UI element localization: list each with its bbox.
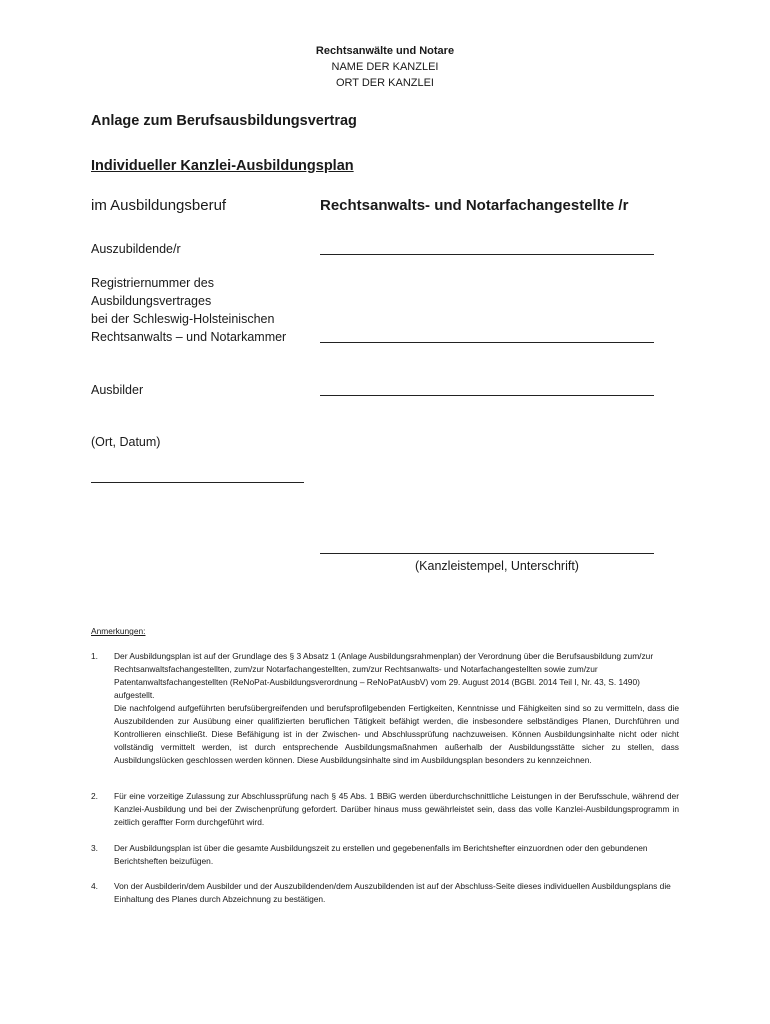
firm-type: Rechtsanwälte und Notare — [315, 45, 455, 57]
firm-name: NAME DER KANZLEI — [331, 61, 439, 73]
ort-datum-label: (Ort, Datum) — [91, 435, 161, 449]
registrier-label-4: Rechtsanwalts – und Notarkammer — [91, 330, 287, 344]
ausbilder-label: Ausbilder — [91, 383, 144, 397]
firm-location: ORT DER KANZLEI — [335, 77, 434, 89]
ausbilder-signature-line[interactable] — [320, 395, 654, 396]
registrier-label-1: Registriernummer des — [91, 276, 214, 290]
note-paragraph: Für eine vorzeitige Zulassung zur Abschlussprüfung nach § 45 Abs. 1 BBiG werden überdurchschnittliche Leistungen in der Berufsschule, während der Kanzlei-Ausbildung und bei der Zwischenprüfung gefordert. Darüber hinaus muss gewährleistet sein, dass das volle Kanzlei-Ausbildungsprogramm in zeitlich geraffter Form durchgeführt wird. — [114, 791, 679, 827]
auszubildende-signature-line[interactable] — [320, 254, 654, 255]
document-title: Anlage zum Berufsausbildungsvertrag — [91, 113, 357, 129]
note-item-4 — [91, 880, 679, 906]
note-paragraph: Von der Ausbilderin/dem Ausbilder und der Auszubildenden/dem Auszubildenden ist auf der Abschluss-Seite dieses individuellen Ausbildungsplans die Einhaltung des Planes durch Abzeichnung zu bestätigen. — [114, 881, 671, 904]
ort-datum-line[interactable] — [91, 482, 304, 483]
note-number: 4. — [91, 881, 98, 891]
note-paragraph: Der Ausbildungsplan ist über die gesamte Ausbildungszeit zu erstellen und gegebenenfalls im Berichtshefter einzuordnen oder den gebundenen Berichtsheften beizufügen. — [114, 843, 648, 866]
note-paragraph: Der Ausbildungsplan ist auf der Grundlage des § 3 Absatz 1 (Anlage Ausbildungsrahmenplan) der Verordnung über die Berufsausbildung zum/zur Rechtsanwaltsfachangestellten, zum/zur Notarfachangestellten, zum/zur Rechtsanwalts- und Notarfachangestellten sowie zum/zur Patentanwaltsfachangestellten (ReNoPat-Ausbildungsverordnung – ReNoPatAusbV) vom 29. August 2014 (BGBl. 2014 Teil I, Nr. 43, S. 1490) aufgestellt. — [114, 651, 654, 700]
note-item-3 — [91, 842, 679, 868]
registrier-label-3: bei der Schleswig-Holsteinischen — [91, 312, 275, 326]
note-paragraph: Die nachfolgend aufgeführten berufsübergreifenden und berufsprofilgebenden Fertigkeiten, Kenntnisse und Fähigkeiten sind so zu vermitteln, dass die Auszubildenden zur Ausübung einer qualifizierten beruflichen Tätigkeit befähigt werden, die insbesondere selbständiges Planen, Durchführen und Kontrollieren einschließt. Diese Befähigung ist in der Zwischen- und Abschlussprüfung nachzuweisen. Können Ausbildungsinhalte nicht oder nicht vollständig vermittelt werden, ist durch entsprechende Ausbildungsmaßnahmen außerhalb der Ausbildungsstätte sicher zu stellen, dass Ausbildungslücken geschlossen werden können. Diese Ausbildungsinhalte sind im Ausbildungsplan besonders zu kennzeichnen. — [114, 703, 679, 765]
note-number: 3. — [91, 843, 98, 853]
document-subtitle: Individueller Kanzlei-Ausbildungsplan — [91, 158, 354, 174]
note-number: 2. — [91, 791, 98, 801]
registrier-label-2: Ausbildungsvertrages — [91, 294, 212, 308]
anmerkungen-heading: Anmerkungen: — [91, 626, 146, 636]
kanzleistempel-line[interactable] — [320, 553, 654, 554]
beruf-value: Rechtsanwalts- und Notarfachangestellte /r — [320, 197, 629, 214]
beruf-label: im Ausbildungsberuf — [91, 197, 227, 214]
note-number: 1. — [91, 651, 98, 661]
kanzleistempel-label: (Kanzleistempel, Unterschrift) — [415, 559, 579, 573]
note-item-2 — [91, 790, 679, 830]
registriernummer-line[interactable] — [320, 342, 654, 343]
auszubildende-label: Auszubildende/r — [91, 242, 181, 256]
note-item-1 — [91, 650, 679, 780]
